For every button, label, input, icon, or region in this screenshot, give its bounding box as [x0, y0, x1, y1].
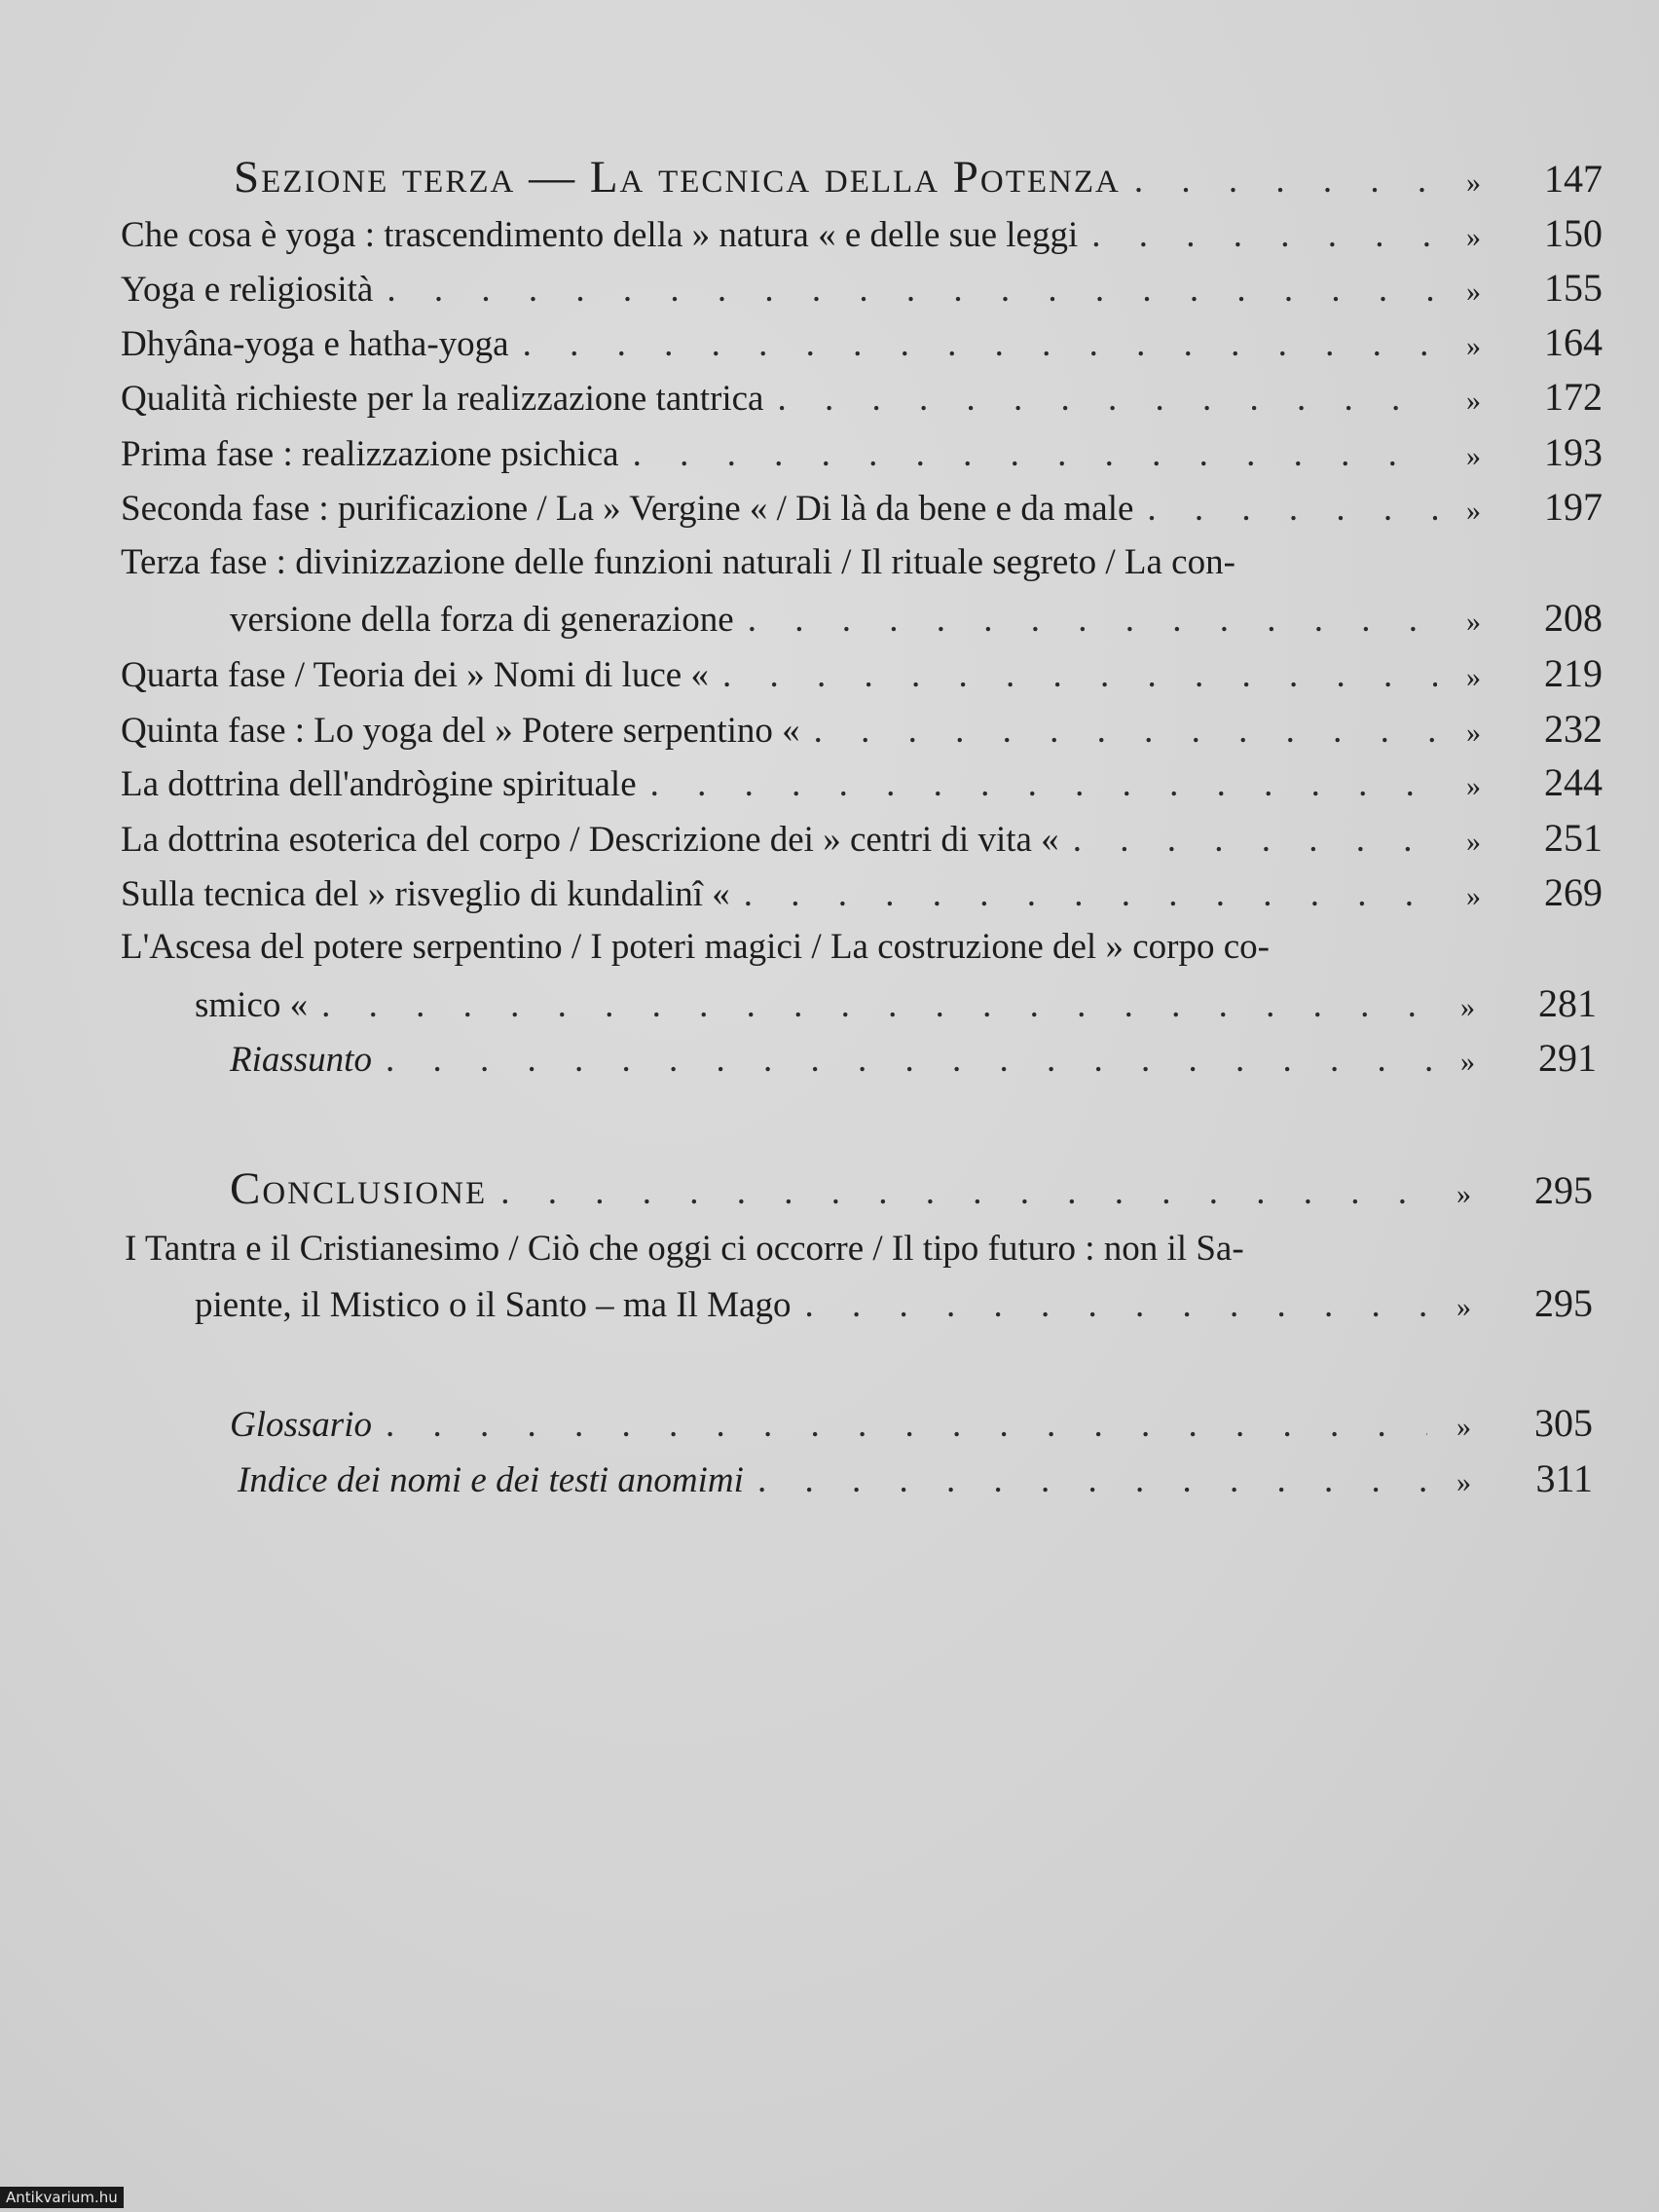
toc-title: Seconda fase : purificazione / La » Vergine « / Di là da bene e da male	[121, 489, 1134, 529]
page-number: 295	[1534, 1281, 1593, 1325]
toc-title: Quinta fase : Lo yoga del » Potere serpentino «	[121, 711, 800, 751]
page-number: 172	[1544, 375, 1603, 419]
toc-title: Qualità richieste per la realizzazione tantrica	[121, 379, 764, 419]
toc-entry-indice	[238, 1453, 1593, 1505]
toc-heading-conclusione	[230, 1162, 1593, 1215]
quote-mark: »	[1466, 221, 1481, 253]
dot-leader	[1147, 483, 1437, 535]
toc-entry-continuation	[195, 977, 1597, 1030]
dot-leader	[1091, 209, 1437, 262]
quote-mark: »	[1466, 495, 1481, 527]
quote-mark: »	[1466, 880, 1481, 912]
dot-leader	[805, 1279, 1428, 1332]
toc-entry-riassunto	[230, 1032, 1597, 1085]
toc-title: versione della forza di generazione	[230, 600, 734, 640]
quote-mark: »	[1466, 330, 1481, 362]
toc-title: Dhyâna-yoga e hatha-yoga	[121, 324, 509, 364]
toc-entry	[121, 426, 1603, 479]
toc-entry	[121, 262, 1603, 314]
toc-title: smico «	[195, 985, 309, 1025]
quote-mark: »	[1456, 1466, 1471, 1498]
page-number: 232	[1544, 707, 1603, 751]
page-number: 295	[1534, 1168, 1593, 1212]
dot-leader	[744, 868, 1437, 921]
page-number: 244	[1544, 760, 1603, 804]
dot-leader	[748, 594, 1437, 646]
page-number: 150	[1544, 211, 1603, 255]
quote-mark: »	[1466, 385, 1481, 417]
page-number: 164	[1544, 320, 1603, 364]
toc-entry	[121, 371, 1603, 424]
dot-leader	[386, 1034, 1431, 1087]
toc-entry	[121, 703, 1603, 756]
toc-entry	[121, 812, 1603, 865]
dot-leader	[1134, 155, 1437, 207]
quote-mark: »	[1466, 770, 1481, 802]
toc-entry	[121, 647, 1603, 700]
page-number: 208	[1544, 596, 1603, 640]
page-number: 197	[1544, 485, 1603, 529]
toc-entry	[121, 481, 1603, 534]
toc-title: Quarta fase / Teoria dei » Nomi di luce «	[121, 655, 709, 695]
quote-mark: »	[1456, 1291, 1471, 1323]
toc-entry-line	[125, 1223, 1606, 1275]
dot-leader	[1073, 814, 1437, 866]
quote-mark: »	[1460, 991, 1475, 1023]
toc-title: Riassunto	[230, 1040, 372, 1080]
watermark: Antikvarium.hu	[0, 2187, 124, 2208]
toc-entry-line	[121, 536, 1603, 589]
toc-title: Sezione terza — La tecnica della Potenza	[234, 152, 1121, 203]
dot-leader	[500, 1166, 1427, 1219]
toc-title: Sulla tecnica del » risveglio di kundalinî «	[121, 874, 730, 914]
toc-title: Che cosa è yoga : trascendimento della » natura « e delle sue leggi	[121, 215, 1079, 255]
quote-mark: »	[1466, 166, 1481, 199]
quote-mark: »	[1460, 1046, 1475, 1078]
page-number: 269	[1544, 870, 1603, 914]
dot-leader	[722, 649, 1437, 702]
toc-title: Indice dei nomi e dei testi anomimi	[238, 1460, 744, 1500]
toc-entry-continuation	[195, 1277, 1593, 1330]
dot-leader	[633, 428, 1437, 481]
toc-entry	[121, 316, 1603, 369]
dot-leader	[321, 979, 1431, 1032]
dot-leader	[387, 264, 1437, 316]
toc-entry-line	[121, 921, 1603, 974]
page-number: 219	[1544, 651, 1603, 695]
dot-leader	[777, 373, 1437, 425]
quote-mark: »	[1466, 276, 1481, 308]
quote-mark: »	[1466, 717, 1481, 749]
page-number: 251	[1544, 816, 1603, 860]
dot-leader	[757, 1455, 1427, 1507]
toc-title: La dottrina esoterica del corpo / Descrizione dei » centri di vita «	[121, 820, 1059, 860]
quote-mark: »	[1466, 661, 1481, 693]
page-number: 193	[1544, 430, 1603, 474]
page-number: 281	[1538, 981, 1597, 1025]
toc-title: Glossario	[230, 1405, 372, 1445]
toc-entry	[121, 866, 1603, 919]
toc-title: L'Ascesa del potere serpentino / I poteri magici / La costruzione del » corpo co-	[121, 927, 1270, 967]
toc-entry	[121, 207, 1603, 260]
page-number: 311	[1535, 1456, 1593, 1500]
toc-heading-sezione-terza	[234, 151, 1603, 203]
quote-mark: »	[1466, 440, 1481, 472]
quote-mark: »	[1456, 1178, 1471, 1210]
toc-title: Conclusione	[230, 1163, 488, 1214]
toc-title: I Tantra e il Cristianesimo / Ciò che oggi ci occorre / Il tipo futuro : non il Sa-	[125, 1229, 1244, 1269]
page-number: 291	[1538, 1036, 1597, 1080]
page-number: 155	[1544, 266, 1603, 310]
toc-entry-glossario	[230, 1397, 1593, 1450]
dot-leader	[650, 758, 1437, 811]
toc-title: Yoga e religiosità	[121, 270, 374, 310]
dot-leader	[814, 705, 1437, 757]
toc-entry	[121, 756, 1603, 809]
page-number: 147	[1544, 157, 1603, 201]
toc-title: piente, il Mistico o il Santo – ma Il Mago	[195, 1285, 792, 1325]
quote-mark: »	[1456, 1411, 1471, 1443]
dot-leader	[523, 318, 1437, 371]
toc-title: La dottrina dell'andrògine spirituale	[121, 764, 637, 804]
page-number: 305	[1534, 1401, 1593, 1445]
quote-mark: »	[1466, 826, 1481, 858]
toc-entry-continuation	[230, 592, 1603, 645]
toc-title: Terza fase : divinizzazione delle funzioni naturali / Il rituale segreto / La con-	[121, 542, 1235, 582]
dot-leader	[386, 1399, 1427, 1452]
quote-mark: »	[1466, 606, 1481, 638]
toc-title: Prima fase : realizzazione psichica	[121, 434, 619, 474]
